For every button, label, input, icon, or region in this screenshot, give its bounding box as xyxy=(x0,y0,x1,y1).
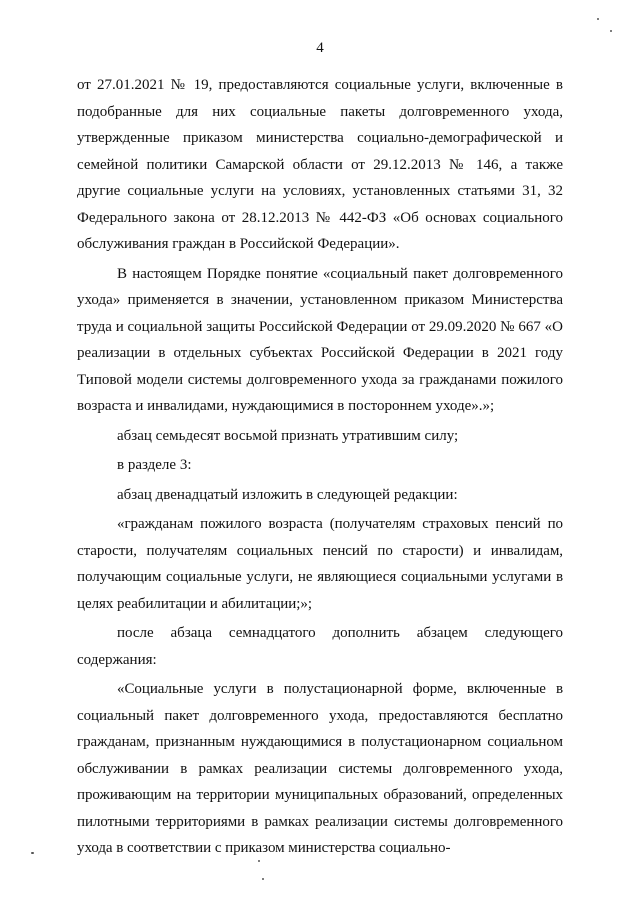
paragraph-definition: В настоящем Порядке понятие «социальный пакет долговременного ухода» применяется в значении, установленном приказом Министерства труда и социальной защиты Российской Федерации от 29.09.2020 № 667 «О реализации в отдельных субъектах Российской Федерации в 2021 году Типовой модели системы долговременного ухода за гражданами пожилого возраста и инвалидами, нуждающимися в постороннем уходе».»; xyxy=(77,265,563,414)
paragraph-quote-pensioners: «гражданам пожилого возраста (получателям страховых пенсий по старости, получателям социальных пенсий по старости) и инвалидам, получающим социальные услуги, не являющиеся социальными услугами в целях реабилитации и абилитации;»; xyxy=(77,516,563,612)
paragraph-twelfth: абзац двенадцатый изложить в следующей редакции: xyxy=(117,486,458,503)
scan-speck xyxy=(31,852,34,854)
document-body xyxy=(77,72,563,865)
scan-speck xyxy=(597,18,599,20)
page-number: 4 xyxy=(316,40,324,56)
scan-speck xyxy=(258,860,260,862)
paragraph-section-3: в разделе 3: xyxy=(117,457,192,473)
paragraph-quote-semistationary: «Социальные услуги в полустационарной форме, включенные в социальный пакет долговременного ухода, предоставляются бесплатно гражданам, признанным нуждающимися в полустационарном социальном обслуживании в рамках реализации системы долговременного ухода, проживающим на территории муниципальных образований, определенных пилотными территориями в рамках реализации системы долговременного ухода в соответствии с приказом министерства социально- xyxy=(77,681,563,856)
scan-speck xyxy=(610,30,612,32)
paragraph-continuation: от 27.01.2021 № 19, предоставляются социальные услуги, включенные в подобранные для них социальные пакеты долговременного ухода, утвержденные приказом министерства социально-демографической и семейной политики Самарской области от 29.12.2013 № 146, а также другие социальные услуги на условиях, установленных статьями 31, 32 Федерального закона от 28.12.2013 № 442-ФЗ «Об основах социального обслуживания граждан в Российской Федерации». xyxy=(77,77,563,252)
paragraph-abolish: абзац семьдесят восьмой признать утратившим силу; xyxy=(117,427,459,444)
scan-speck xyxy=(262,878,264,880)
paragraph-after-seventeenth: после абзаца семнадцатого дополнить абзацем следующего содержания: xyxy=(77,625,563,668)
